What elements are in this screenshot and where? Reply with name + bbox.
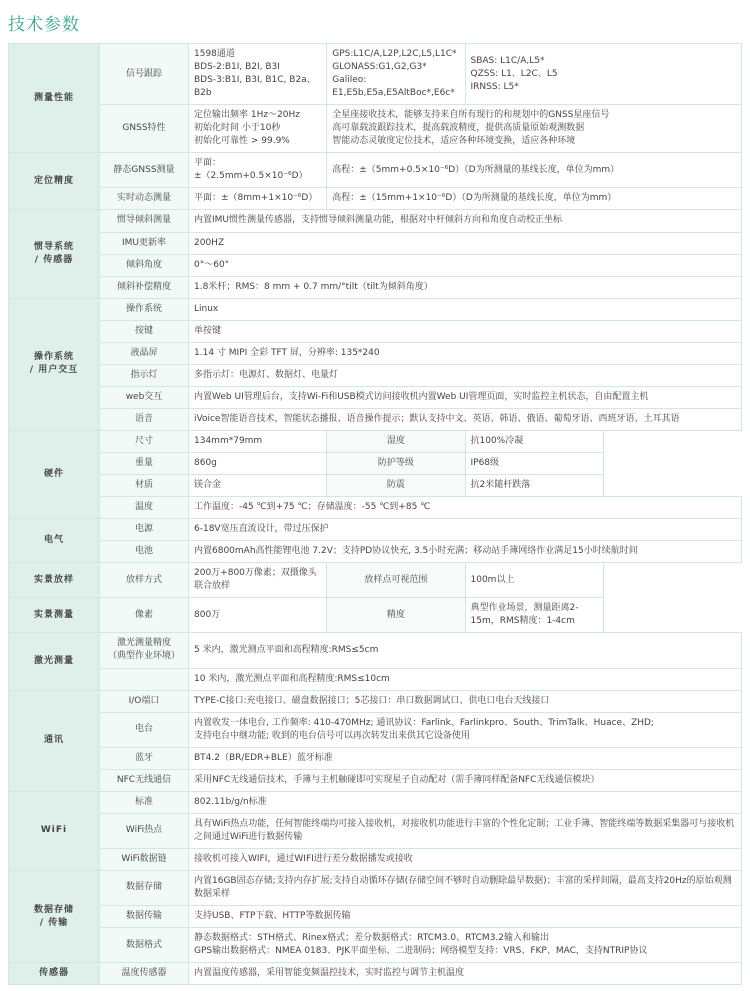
category-cell: 硬件 [9, 430, 100, 518]
category-cell: 传感器 [9, 963, 100, 985]
category-cell: 激光测量 [9, 633, 100, 690]
value-cell: 接收机可接入WIFI，通过WIFI进行差分数据播发或接收 [189, 848, 742, 870]
right-value-cell: IP68级 [465, 452, 603, 474]
sub-label-cell: 蓝牙 [100, 747, 189, 769]
value-cell: 支持USB、FTP下载、HTTP等数据传输 [189, 906, 742, 928]
sub-label-cell: 操作系统 [100, 298, 189, 320]
table-row [9, 364, 742, 386]
sub-label-cell: 语音 [100, 408, 189, 430]
table-row [9, 188, 742, 210]
table-row [9, 690, 742, 712]
sub-label-cell: 尺寸 [100, 430, 189, 452]
sub-label-cell: 倾斜角度 [100, 254, 189, 276]
table-row [9, 475, 742, 497]
table-row [9, 928, 742, 963]
table-row [9, 276, 742, 298]
sub-label-cell: 数据存储 [100, 870, 189, 905]
category-cell: WiFi [9, 791, 100, 870]
sub-label-cell: I/O端口 [100, 690, 189, 712]
value-cell: 200HZ [189, 232, 742, 254]
table-row [9, 769, 742, 791]
table-row [9, 452, 742, 474]
sub-label-cell: web交互 [100, 386, 189, 408]
table-row [9, 105, 742, 153]
value-cell: 134mm*79mm [189, 430, 327, 452]
sub-label-cell: 信号跟踪 [100, 44, 189, 105]
table-row [9, 44, 742, 105]
table-row [9, 563, 742, 598]
table-row [9, 232, 742, 254]
sub-label-cell: GNSS特性 [100, 105, 189, 153]
table-row [9, 298, 742, 320]
sub-label-cell: WiFi热点 [100, 813, 189, 848]
category-cell: 数据存储 / 传输 [9, 870, 100, 962]
category-cell: 实景测量 [9, 598, 100, 633]
sub-label-cell: 数据传输 [100, 906, 189, 928]
sub-label-cell: 电源 [100, 519, 189, 541]
value-cell: 内置IMU惯性测量传感器，支持惯导倾斜测量功能，根据对中杆倾斜方向和角度自动校正坐标 [189, 210, 742, 232]
right-value-cell: 典型作业场景，测量距离2-15m，RMS精度：1-4cm [465, 598, 603, 633]
value-cell: 内置16GB固态存储;支持内存扩展;支持自动循环存储(存储空间不够时自动删除最早数据)；丰富的采样间隔，最高支持20Hz的原始观测数据采样 [189, 870, 742, 905]
value-cell: iVoice智能语音技术，智能状态播报、语音操作提示；默认支持中文、英语、韩语、俄语、葡萄牙语、西班牙语、土耳其语 [189, 408, 742, 430]
table-row [9, 541, 742, 563]
value-cell: 采用NFC无线通信技术，手簿与主机触碰即可实现星子自动配对（需手簿同样配备NFC无线通信模块） [189, 769, 742, 791]
sub-label-cell: 惯导倾斜测量 [100, 210, 189, 232]
value-cell: 静态数据格式：STH格式、Rinex格式；差分数据格式：RTCM3.0、RTCM3.2输入和输出 GPS输出数据格式：NMEA 0183、PJK平面坐标、二进制码；网络模型支持：VRS、FKP、MAC，支持NTRIP协议 [189, 928, 742, 963]
sub-label-cell: 指示灯 [100, 364, 189, 386]
sub-label-cell: IMU更新率 [100, 232, 189, 254]
value-cell: 多指示灯：电源灯、数据灯、电量灯 [189, 364, 742, 386]
table-row [9, 598, 742, 633]
value-cell: GPS:L1C/A,L2P,L2C,L5,L1C* GLONASS:G1,G2,G3* Galileo: E1,E5b,E5a,E5AltBoc*,E6c* [327, 44, 465, 105]
sub-label-cell: 数据格式 [100, 928, 189, 963]
value-cell: 802.11b/g/n标准 [189, 791, 742, 813]
sub-label-cell: 材质 [100, 475, 189, 497]
category-cell: 惯导系统 / 传感器 [9, 210, 100, 298]
value-cell: 5 米内，激光测点平面和高程精度:RMS≤5cm [189, 633, 742, 668]
sub-label-cell: 放样方式 [100, 563, 189, 598]
table-row [9, 870, 742, 905]
value-cell: 10 米内，激光测点平面和高程精度:RMS≤10cm [189, 668, 742, 690]
value-cell: 0°～60° [189, 254, 742, 276]
table-row [9, 633, 742, 668]
spec-table-body [9, 44, 742, 985]
table-row [9, 254, 742, 276]
value-cell: 6-18V宽压直流设计，带过压保护 [189, 519, 742, 541]
table-row [9, 320, 742, 342]
value-cell: Linux [189, 298, 742, 320]
sub-label-cell: 倾斜补偿精度 [100, 276, 189, 298]
right-value-cell: 抗2米随杆跌落 [465, 475, 603, 497]
value-cell: 内置Web UI管理后台，支持Wi-Fi和USB模式访问接收机内置Web UI管理页面，实时监控主机状态，自由配置主机 [189, 386, 742, 408]
value-cell: 200万+800万像素；双摄像头联合放样 [189, 563, 327, 598]
page-title: 技术参数 [8, 15, 80, 35]
value-cell: 定位输出频率 1Hz～20Hz 初始化时间 小于10秒 初始化可靠性 > 99.9% [189, 105, 327, 153]
table-row [9, 813, 742, 848]
table-row [9, 906, 742, 928]
table-row [9, 963, 742, 985]
value-cell: 高程：±（5mm+0.5×10⁻⁶D）（D为所测量的基线长度，单位为mm） [327, 153, 742, 188]
table-row [9, 386, 742, 408]
value-cell: 内置温度传感器，采用智能变频温控技术，实时监控与调节主机温度 [189, 963, 742, 985]
right-label-cell: 防护等级 [327, 452, 465, 474]
table-row [9, 210, 742, 232]
sub-label-cell: 温度 [100, 497, 189, 519]
table-row [9, 668, 742, 690]
right-label-cell: 精度 [327, 598, 465, 633]
value-cell: 1.14 寸 MIPI 全彩 TFT 屏，分辨率: 135*240 [189, 342, 742, 364]
value-cell: 全星座接收技术，能够支持来自所有现行的和规划中的GNSS星座信号 高可靠载波跟踪技术，提高载波精度，提供高质量原始观测数据 智能动态灵敏度定位技术，适应各种环境变换，适应各种环境 [327, 105, 742, 153]
table-row [9, 408, 742, 430]
value-cell: 860g [189, 452, 327, 474]
right-label-cell: 湿度 [327, 430, 465, 452]
value-cell: SBAS: L1C/A,L5* QZSS: L1、L2C、L5 IRNSS: L5* [465, 44, 742, 105]
sub-label-cell: 像素 [100, 598, 189, 633]
value-cell: 镁合金 [189, 475, 327, 497]
sub-label-cell: 液晶屏 [100, 342, 189, 364]
sub-label-cell: WiFi数据链 [100, 848, 189, 870]
category-cell: 通讯 [9, 690, 100, 791]
value-cell: 内置6800mAh高性能锂电池 7.2V；支持PD协议快充, 3.5小时充满；移动站手簿网络作业满足15小时续航时间 [189, 541, 742, 563]
table-row [9, 848, 742, 870]
sub-label-cell: 温度传感器 [100, 963, 189, 985]
category-cell: 操作系统 / 用户交互 [9, 298, 100, 430]
value-cell: 平面：±（2.5mm+0.5×10⁻⁶D） [189, 153, 327, 188]
right-label-cell: 放样点可视范围 [327, 563, 465, 598]
value-cell: TYPE-C接口:充电接口、磁盘数据接口；5芯接口：串口数据调试口、供电口电台天线接口 [189, 690, 742, 712]
right-label-cell: 防震 [327, 475, 465, 497]
table-row [9, 342, 742, 364]
spec-table [8, 43, 742, 985]
table-row [9, 747, 742, 769]
value-cell: 具有WiFi热点功能，任何智能终端均可接入接收机，对接收机功能进行丰富的个性化定制；工业手簿、智能终端等数据采集器可与接收机之间通过WiFi进行数据传输 [189, 813, 742, 848]
value-cell: 工作温度：-45 ℃到+75 ℃；存储温度：-55 ℃到+85 ℃ [189, 497, 742, 519]
table-row [9, 519, 742, 541]
table-row [9, 153, 742, 188]
value-cell: 高程：±（15mm+1×10⁻⁶D）（D为所测量的基线长度，单位为mm） [327, 188, 742, 210]
right-value-cell: 抗100%冷凝 [465, 430, 603, 452]
sub-label-cell: 按键 [100, 320, 189, 342]
category-cell: 测量性能 [9, 44, 100, 153]
category-cell: 电气 [9, 519, 100, 563]
category-cell: 定位精度 [9, 153, 100, 210]
sub-label-cell: 重量 [100, 452, 189, 474]
sub-label-cell: 实时动态测量 [100, 188, 189, 210]
value-cell: 1598通道 BDS-2:B1I, B2I, B3I BDS-3:B1I, B3I, B1C, B2a、B2b [189, 44, 327, 105]
value-cell: 800万 [189, 598, 327, 633]
sub-label-cell: 电台 [100, 712, 189, 747]
value-cell: 1.8米杆；RMS：8 mm + 0.7 mm/°tilt（tilt为倾斜角度） [189, 276, 742, 298]
value-cell: BT4.2（BR/EDR+BLE）蓝牙标准 [189, 747, 742, 769]
sub-label-cell: 静态GNSS测量 [100, 153, 189, 188]
category-cell: 实景放样 [9, 563, 100, 598]
value-cell: 单按键 [189, 320, 742, 342]
sub-label-cell: NFC无线通信 [100, 769, 189, 791]
right-value-cell: 100m以上 [465, 563, 603, 598]
table-row [9, 430, 742, 452]
sub-label-cell [100, 668, 189, 690]
value-cell: 平面：±（8mm+1×10⁻⁶D） [189, 188, 327, 210]
table-row [9, 712, 742, 747]
sub-label-cell: 标准 [100, 791, 189, 813]
table-row [9, 791, 742, 813]
table-row [9, 497, 742, 519]
sub-label-cell: 电池 [100, 541, 189, 563]
sub-label-cell: 激光测量精度 （典型作业环境） [100, 633, 189, 668]
value-cell: 内置收发一体电台, 工作频率: 410-470MHz; 通讯协议：Farlink、Farlinkpro、South、TrimTalk、Huace、ZHD; 支持电台中继功能; 收到的电台信号可以再次转发出来供其它设备使用 [189, 712, 742, 747]
